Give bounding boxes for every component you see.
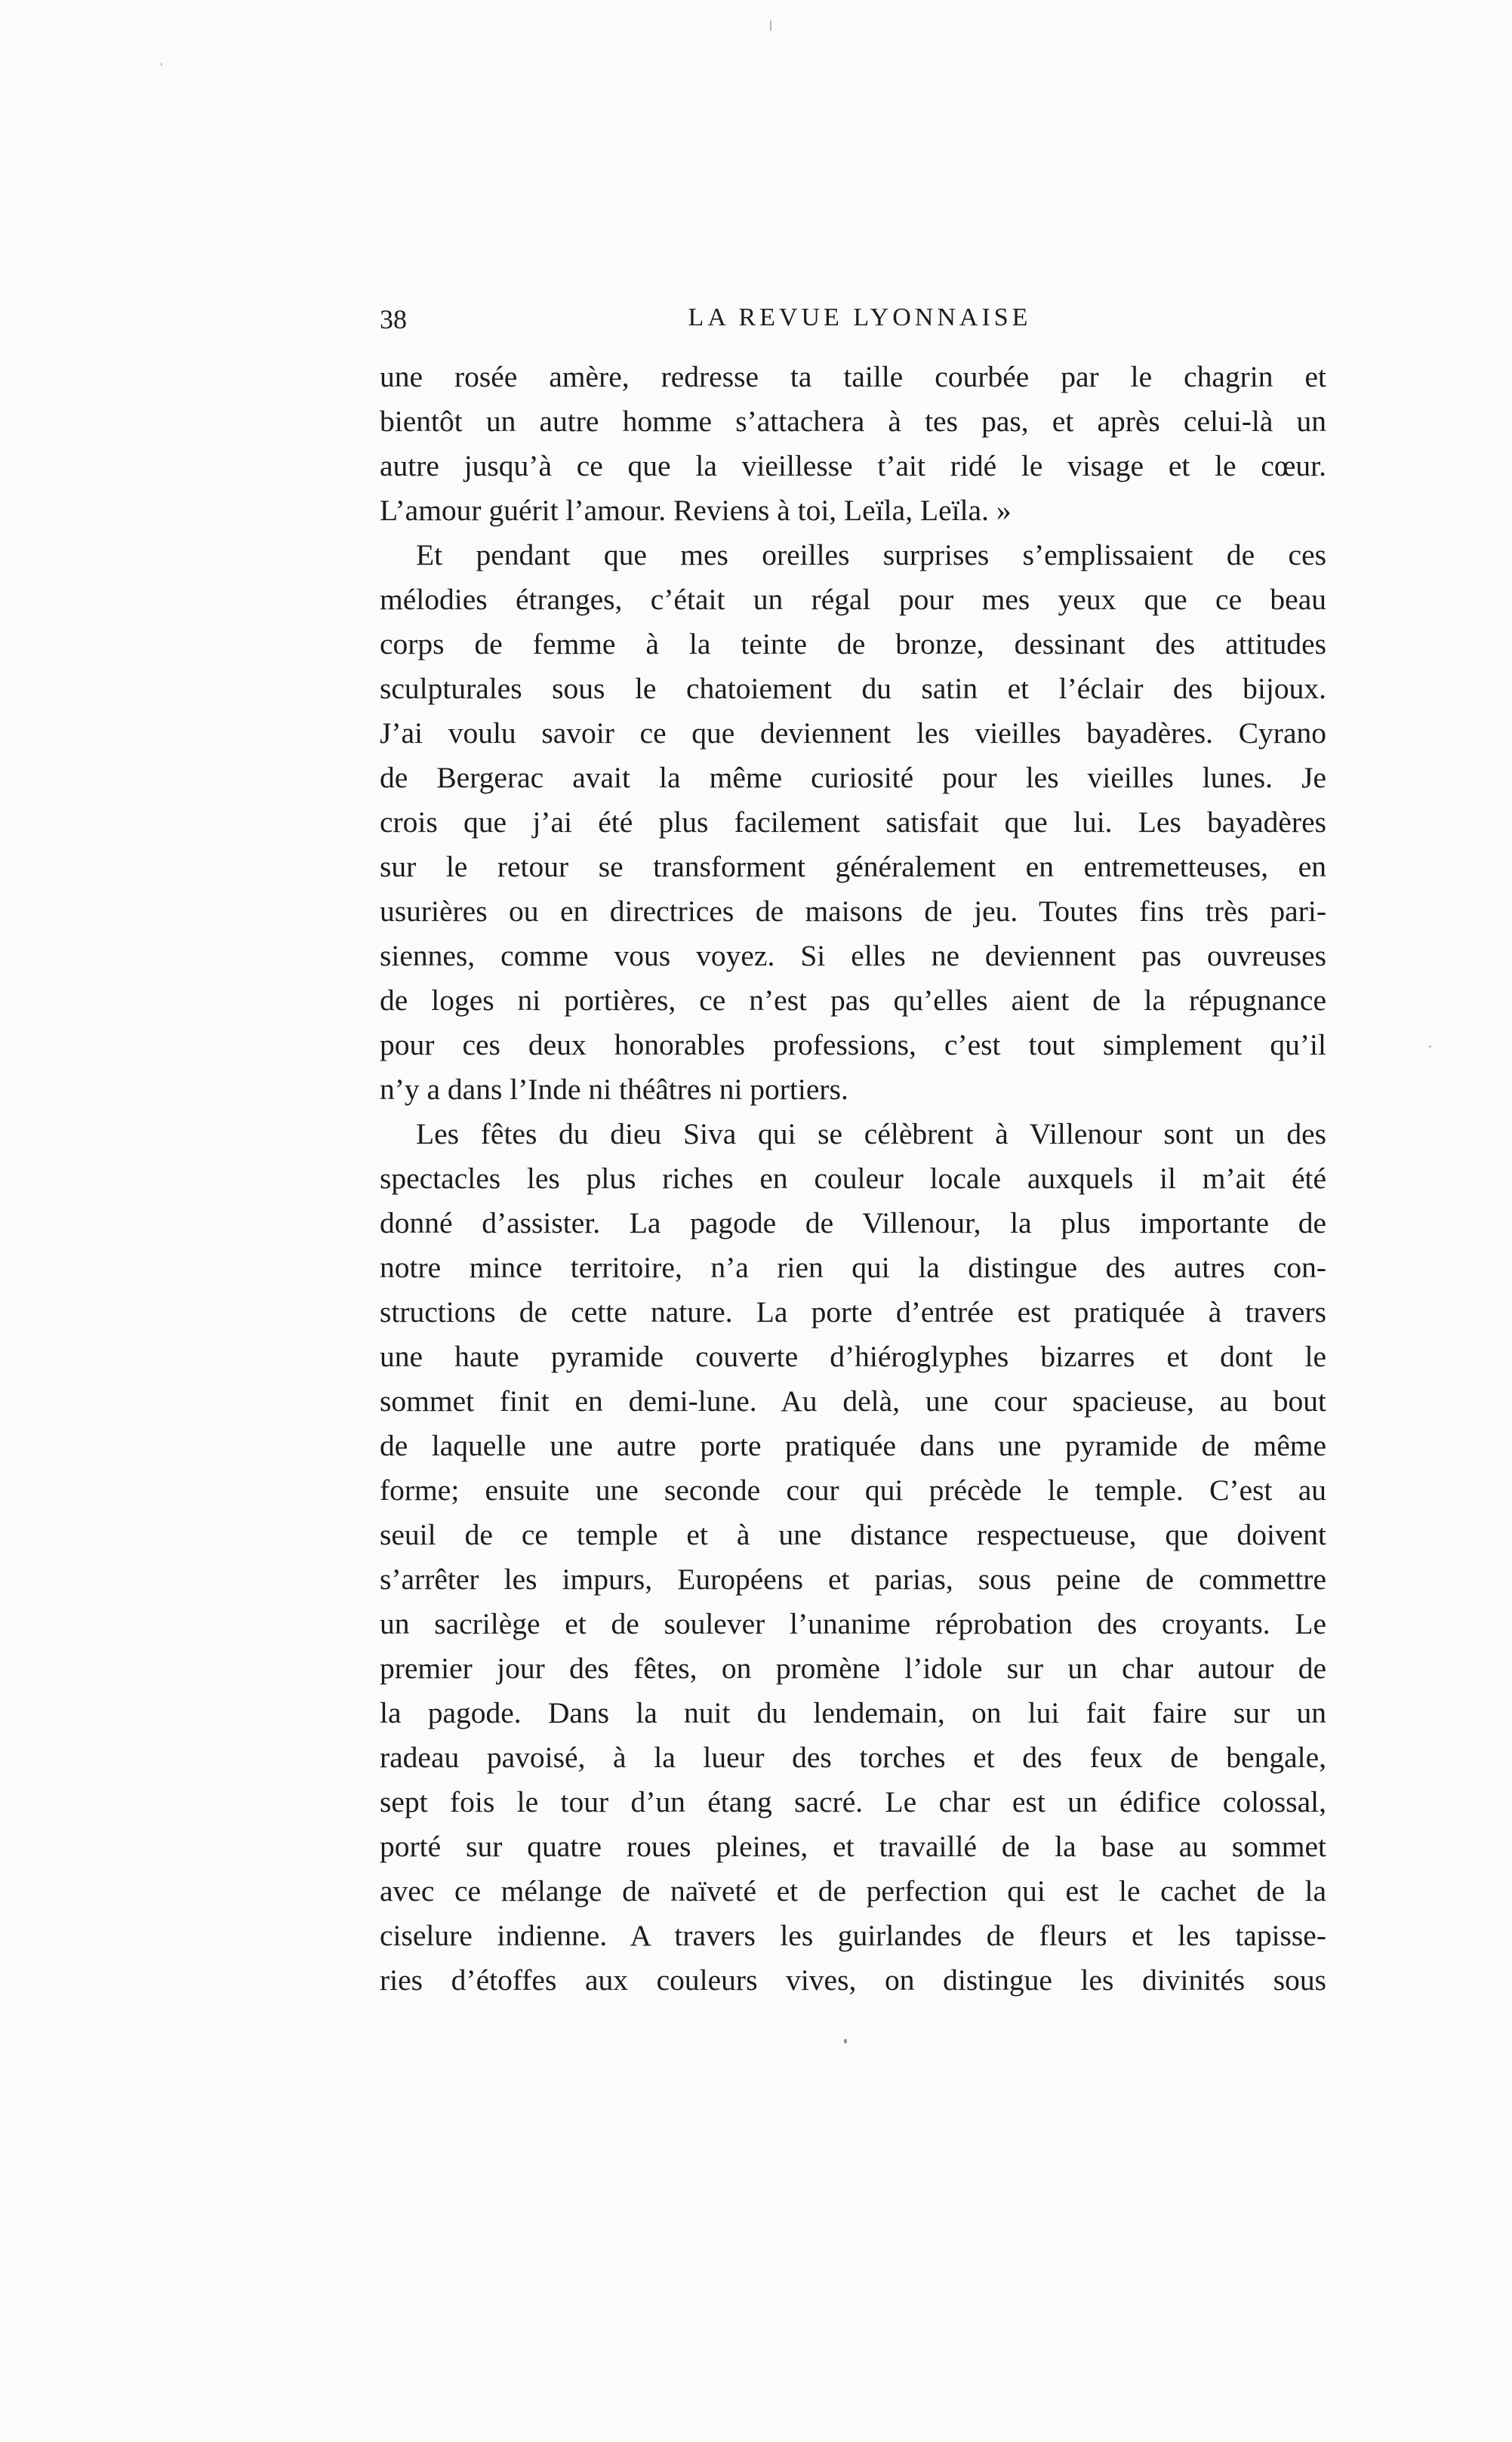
text-line: ries d’étoffes aux couleurs vives, on distingue les divinités sous — [380, 1963, 1326, 1997]
text-line: s’arrêter les impurs, Européens et parias, sous peine de commettre — [380, 1563, 1326, 1596]
paper-speck — [770, 20, 771, 31]
text-line: premier jour des fêtes, on promène l’idole sur un char autour de — [380, 1652, 1326, 1685]
text-line: donné d’assister. La pagode de Villenour, la plus importante de — [380, 1206, 1326, 1239]
page-number: 38 — [380, 304, 407, 334]
text-line: notre mince territoire, n’a rien qui la distingue des autres con- — [380, 1251, 1326, 1284]
text-line: autre jusqu’à ce que la vieillesse t’ait ridé le visage et le cœur. — [380, 449, 1326, 482]
text-line: la pagode. Dans la nuit du lendemain, on lui fait faire sur un — [380, 1696, 1326, 1729]
paper-speck — [844, 2039, 847, 2043]
text-line: crois que j’ai été plus facilement satisfait que lui. Les bayadères — [380, 805, 1326, 839]
text-line: L’amour guérit l’amour. Reviens à toi, Leïla, Leïla. » — [380, 494, 1012, 527]
text-line: sept fois le tour d’un étang sacré. Le char est un édifice colossal, — [380, 1785, 1326, 1818]
paper-speck — [161, 63, 162, 66]
text-line: pour ces deux honorables professions, c’est tout simplement qu’il — [380, 1028, 1326, 1061]
text-line: de laquelle une autre porte pratiquée dans une pyramide de même — [380, 1429, 1326, 1462]
text-line: un sacrilège et de soulever l’unanime réprobation des croyants. Le — [380, 1607, 1326, 1640]
text-line: corps de femme à la teinte de bronze, dessinant des attitudes — [380, 627, 1326, 661]
text-line: n’y a dans l’Inde ni théâtres ni portiers. — [380, 1073, 848, 1106]
text-line: de loges ni portières, ce n’est pas qu’elles aient de la répugnance — [380, 984, 1326, 1017]
text-line: Et pendant que mes oreilles surprises s’emplissaient de ces — [416, 538, 1326, 571]
text-line: Les fêtes du dieu Siva qui se célèbrent à Villenour sont un des — [416, 1117, 1326, 1150]
text-line: une haute pyramide couverte d’hiéroglyphes bizarres et dont le — [380, 1340, 1326, 1373]
text-line: J’ai voulu savoir ce que deviennent les vieilles bayadères. Cyrano — [380, 716, 1326, 750]
running-head: LA REVUE LYONNAISE — [688, 303, 1032, 331]
text-line: mélodies étranges, c’était un régal pour mes yeux que ce beau — [380, 583, 1326, 616]
text-line: structions de cette nature. La porte d’entrée est pratiquée à travers — [380, 1295, 1326, 1329]
text-line: une rosée amère, redresse ta taille courbée par le chagrin et — [380, 360, 1326, 393]
text-line: ciselure indienne. A travers les guirlandes de fleurs et les tapisse- — [380, 1919, 1326, 1952]
text-line: seuil de ce temple et à une distance respectueuse, que doivent — [380, 1518, 1326, 1551]
page-header — [380, 303, 1326, 341]
text-line: sommet finit en demi-lune. Au delà, une cour spacieuse, au bout — [380, 1384, 1326, 1418]
text-line: avec ce mélange de naïveté et de perfection qui est le cachet de la — [380, 1874, 1326, 1908]
text-line: siennes, comme vous voyez. Si elles ne deviennent pas ouvreuses — [380, 939, 1326, 972]
text-line: porté sur quatre roues pleines, et travaillé de la base au sommet — [380, 1830, 1326, 1863]
text-line: sculpturales sous le chatoiement du satin et l’éclair des bijoux. — [380, 672, 1326, 705]
text-line: spectacles les plus riches en couleur locale auxquels il m’ait été — [380, 1162, 1326, 1195]
body-text — [380, 355, 1326, 2003]
text-line: sur le retour se transforment généralement en entremetteuses, en — [380, 850, 1326, 883]
text-line: de Bergerac avait la même curiosité pour les vieilles lunes. Je — [380, 761, 1326, 794]
text-line: radeau pavoisé, à la lueur des torches et des feux de bengale, — [380, 1741, 1326, 1774]
text-line: bientôt un autre homme s’attachera à tes pas, et après celui-là un — [380, 405, 1326, 438]
text-line: forme; ensuite une seconde cour qui précède le temple. C’est au — [380, 1474, 1326, 1507]
paper-speck — [1429, 1045, 1431, 1048]
text-line: usurières ou en directrices de maisons de jeu. Toutes fins très pari- — [380, 895, 1326, 928]
